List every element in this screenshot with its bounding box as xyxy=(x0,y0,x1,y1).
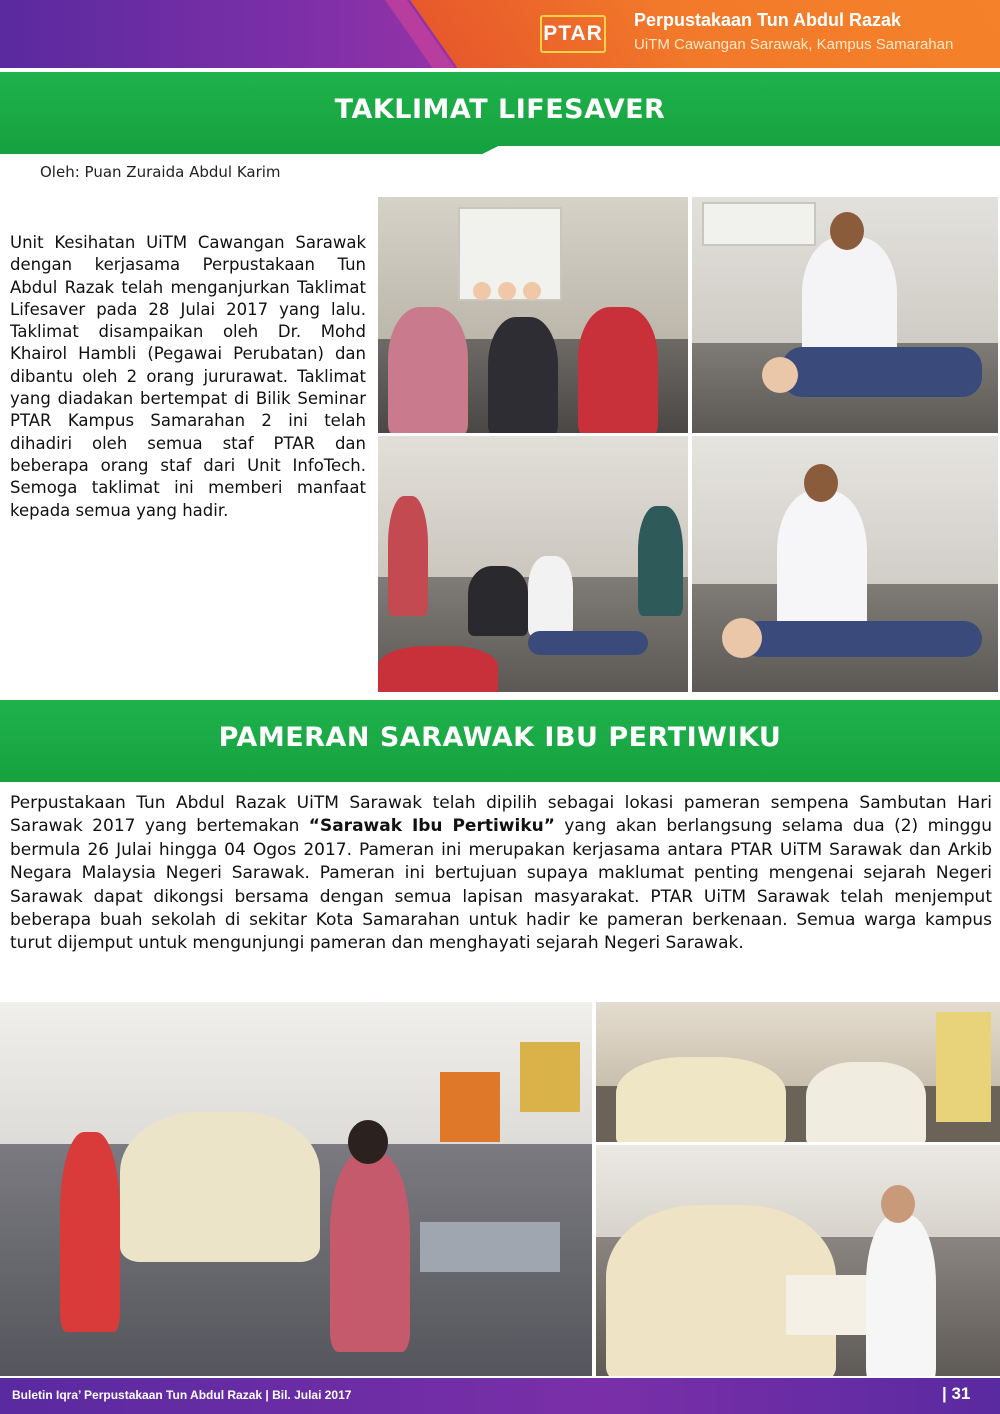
photo-exhibition-guide xyxy=(0,1002,592,1376)
section1-banner xyxy=(0,72,1000,154)
section2-theme: “Sarawak Ibu Pertiwiku” xyxy=(308,816,555,837)
photo-nurse-demo-1 xyxy=(692,197,998,433)
header-title: Perpustakaan Tun Abdul Razak xyxy=(634,10,902,30)
section1-body: Unit Kesihatan UiTM Cawangan Sarawak dengan kerjasama Perpustakaan Tun Abdul Razak telah menganjurkan Taklimat Lifesaver pada 28 Julai 2017 yang lalu. Taklimat disampaikan oleh Dr. Mohd Khairol Hambli (Pegawai Perubatan) dan dibantu oleh 2 orang jururawat. Taklimat yang diadakan bertempat di Bilik Seminar PTAR Kampus Samarahan 2 ini telah dihadiri oleh semua staf PTAR dan beberapa orang staf dari Unit InfoTech. Semoga taklimat ini memberi manfaat kepada semua yang hadir. xyxy=(10,233,366,520)
page-header xyxy=(0,0,1000,68)
photo-cpr-practice xyxy=(378,436,688,692)
logo-text: PTAR xyxy=(543,22,603,45)
banner-cutout xyxy=(430,146,1000,180)
section2-heading: PAMERAN SARAWAK IBU PERTIWIKU xyxy=(218,722,782,753)
photo-exhibition-students xyxy=(596,1002,1000,1142)
ptar-logo xyxy=(540,15,606,53)
section2-body xyxy=(10,792,992,956)
photo-seminar-audience xyxy=(378,197,688,433)
section2-body-end: yang akan berlangsung selama dua (2) minggu bermula 26 Julai hingga 04 Ogos 2017. Pameran ini merupakan kerjasama antara PTAR UiTM Sarawak dan Arkib Negara Malaysia Negeri Sarawak. Pameran ini bertujuan supaya maklumat penting mengenai sejarah Negeri Sarawak dapat dikongsi bersama dengan semua lapisan masyarakat. PTAR UiTM Sarawak telah menjemput beberapa buah sekolah di sekitar Kota Samarahan untuk hadir ke pameran berkenaan. Semua warga kampus turut dijemput untuk mengunjungi pameran dan menghayati sejarah Negeri Sarawak. xyxy=(10,816,992,954)
article-author: Oleh: Puan Zuraida Abdul Karim xyxy=(40,163,281,181)
page-footer xyxy=(0,1378,1000,1414)
header-subtitle: UiTM Cawangan Sarawak, Kampus Samarahan xyxy=(634,36,954,53)
photo-nurse-demo-2 xyxy=(692,436,998,692)
section1-heading: TAKLIMAT LIFESAVER xyxy=(334,94,666,125)
section2-body-start: Perpustakaan Tun Abdul Razak UiTM Sarawak telah dipilih sebagai lokasi pameran sempena Sambutan Hari Sarawak 2017 yang bertemakan xyxy=(10,793,992,837)
page-number: | 31 xyxy=(942,1384,971,1403)
section2-banner xyxy=(0,700,1000,782)
footer-text: Buletin Iqra’ Perpustakaan Tun Abdul Razak | Bil. Julai 2017 xyxy=(12,1388,352,1402)
photo-exhibition-display xyxy=(596,1145,1000,1376)
